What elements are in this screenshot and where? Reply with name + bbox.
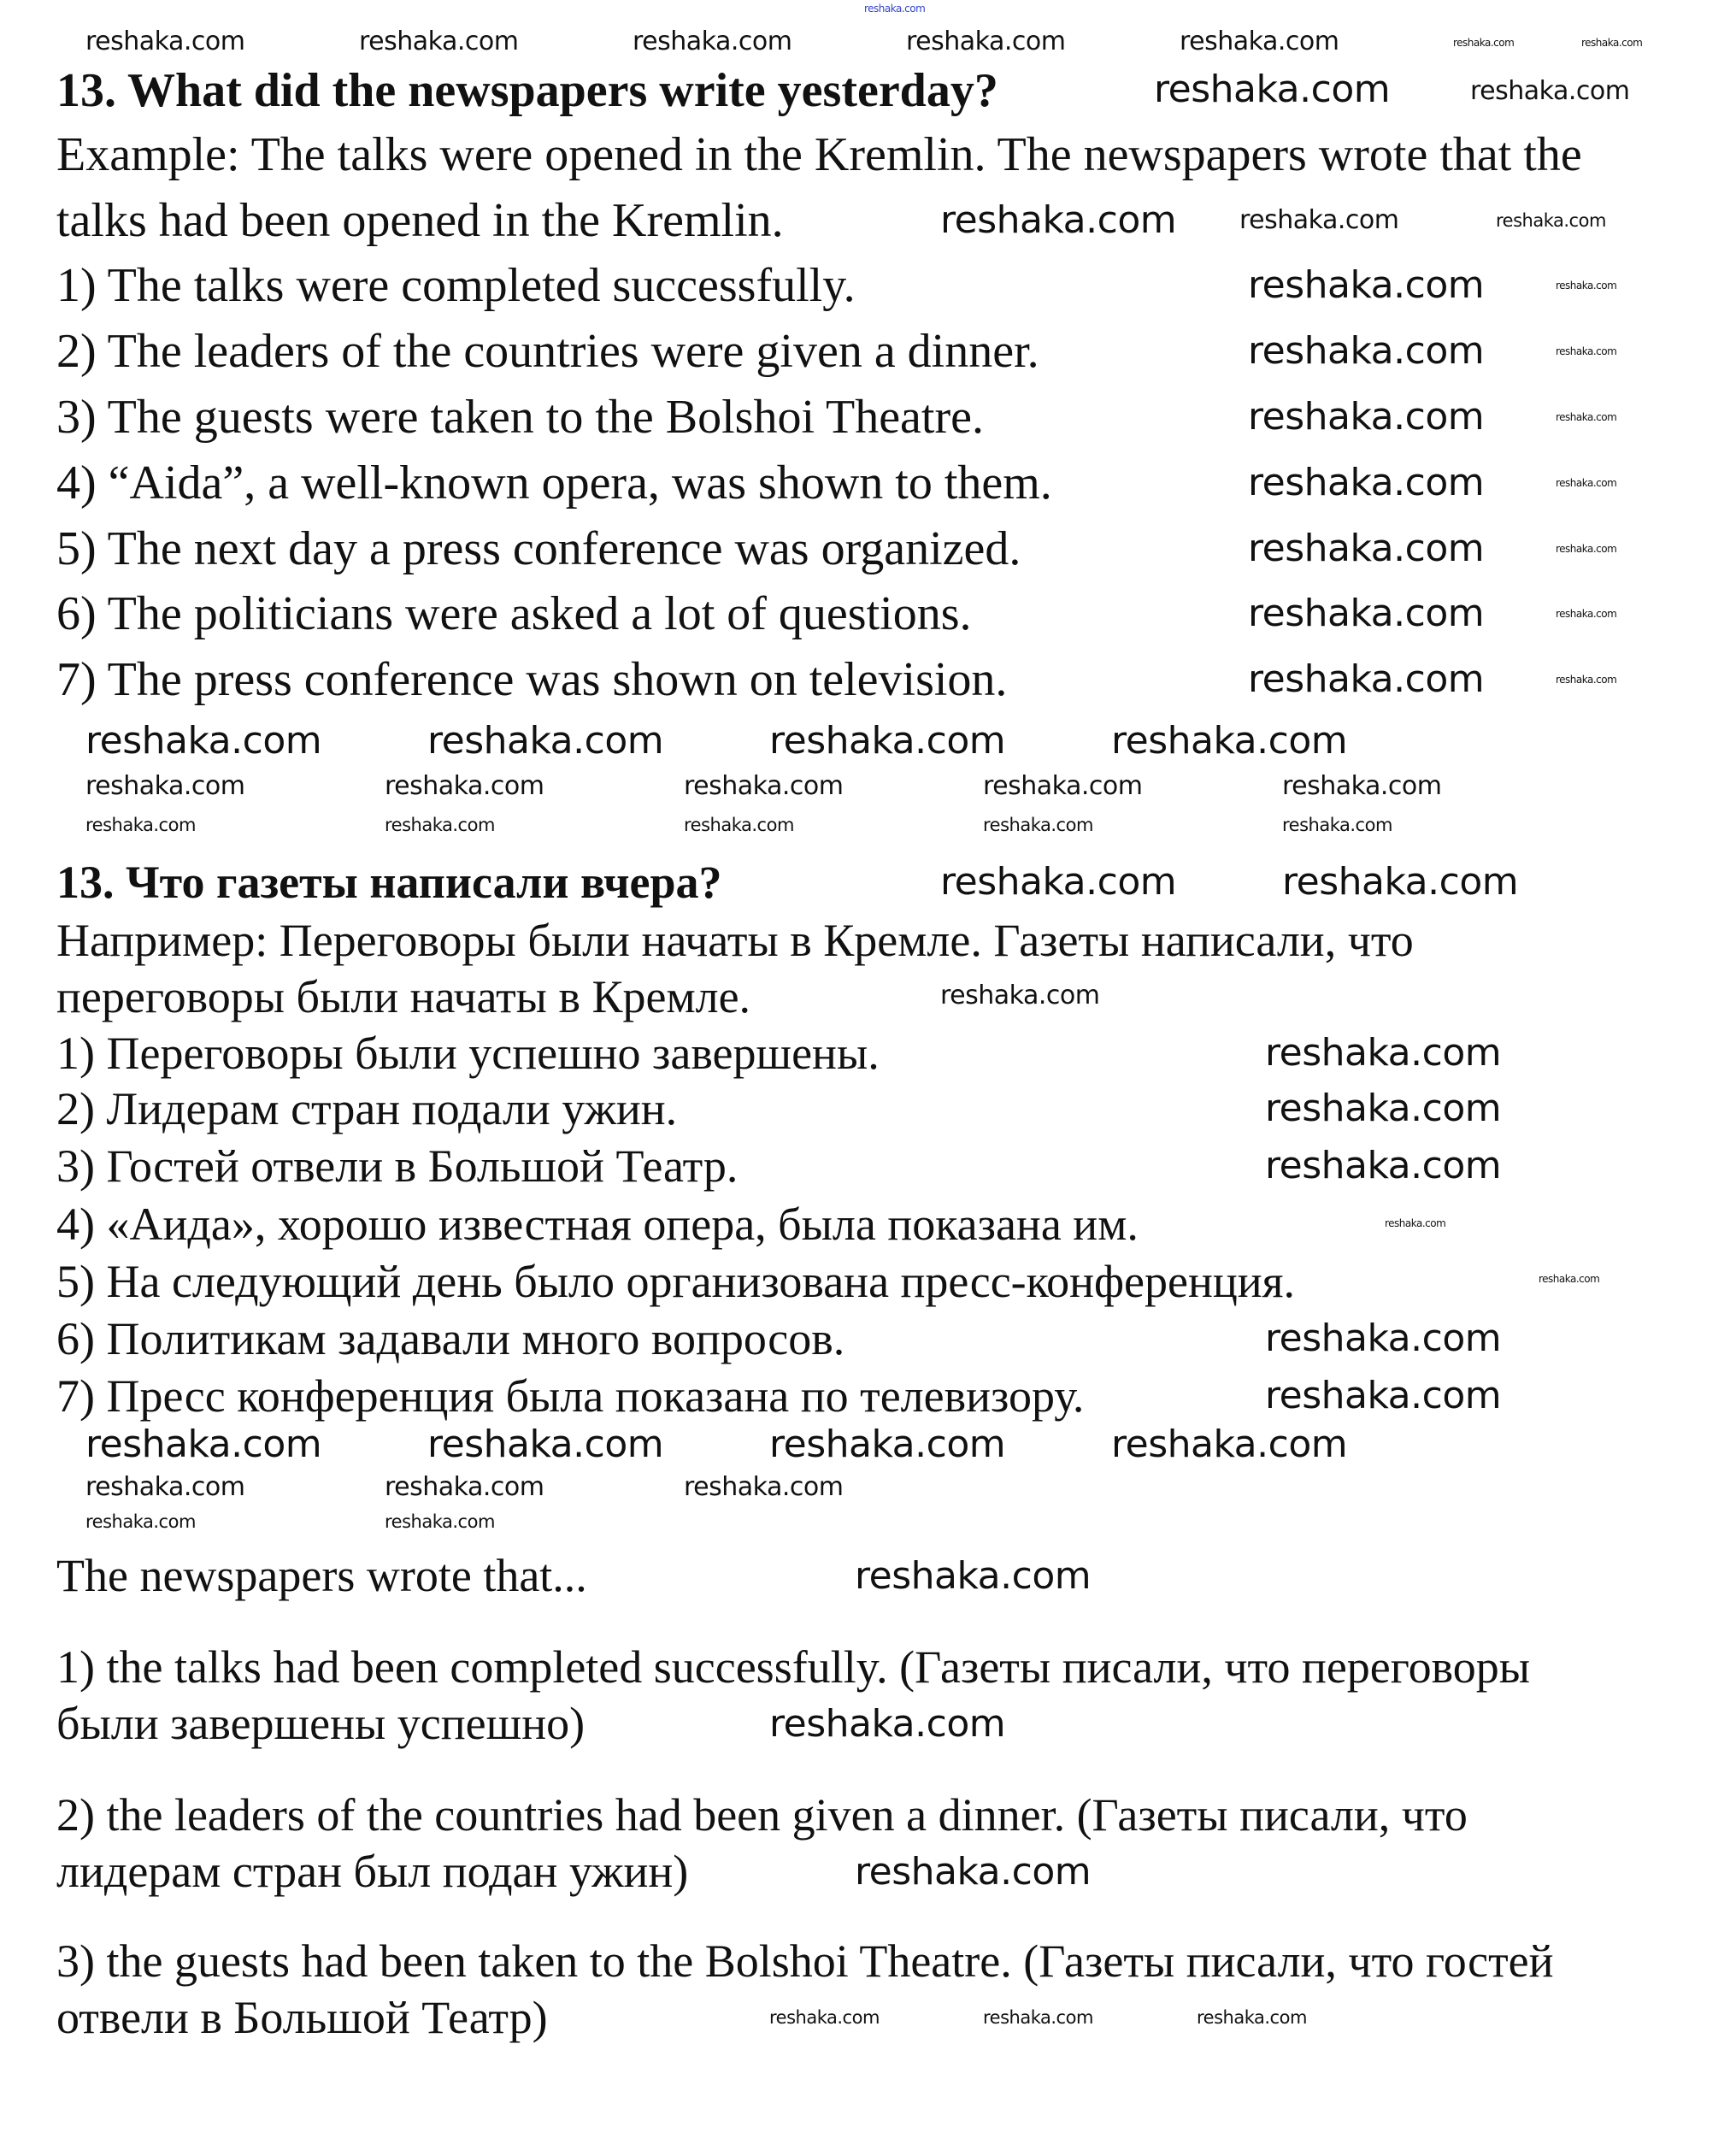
watermark-text: reshaka.com	[1282, 860, 1519, 904]
watermark-text: reshaka.com	[855, 1850, 1092, 1894]
watermark-text: reshaka.com	[769, 719, 1006, 763]
russian-item-4: 4) «Аида», хорошо известная опера, была показана им.	[56, 1199, 1139, 1250]
watermark-text: reshaka.com	[85, 1511, 196, 1532]
watermark-text: reshaka.com	[940, 860, 1177, 904]
watermark-text: reshaka.com	[684, 1472, 844, 1502]
english-item-6: 6) The politicians were asked a lot of questions.	[56, 587, 972, 640]
watermark-text: reshaka.com	[1556, 674, 1617, 686]
watermark-text: reshaka.com	[684, 815, 794, 835]
answer-line: были завершены успешно)	[56, 1698, 586, 1749]
english-exercise-title: 13. What did the newspapers write yesterday?	[56, 64, 998, 117]
watermark-text: reshaka.com	[1556, 608, 1617, 620]
watermark-text: reshaka.com	[769, 1423, 1006, 1466]
watermark-text: reshaka.com	[1239, 205, 1399, 235]
answers-intro: The newspapers wrote that...	[56, 1550, 587, 1601]
watermark-text: reshaka.com	[940, 198, 1177, 242]
watermark-text: reshaka.com	[1282, 771, 1442, 801]
russian-example-line-2: переговоры были начаты в Кремле.	[56, 971, 751, 1022]
watermark-text: reshaka.com	[1265, 1374, 1502, 1417]
watermark-text: reshaka.com	[684, 771, 844, 801]
watermark-text: reshaka.com	[1111, 1423, 1348, 1466]
watermark-text: reshaka.com	[1265, 1031, 1502, 1075]
watermark-text: reshaka.com	[1556, 477, 1617, 489]
watermark-text: reshaka.com	[769, 1702, 1006, 1746]
watermark-text: reshaka.com	[983, 2007, 1093, 2028]
watermark-text: reshaka.com	[1496, 210, 1606, 231]
watermark-text: reshaka.com	[385, 1511, 495, 1532]
russian-item-2: 2) Лидерам стран подали ужин.	[56, 1083, 678, 1134]
answer-line: лидерам стран был подан ужин)	[56, 1846, 689, 1897]
watermark-text: reshaka.com	[864, 3, 926, 15]
watermark-text: reshaka.com	[1581, 37, 1643, 49]
watermark-text: reshaka.com	[85, 1472, 245, 1502]
english-item-1: 1) The talks were completed successfully.	[56, 259, 856, 312]
watermark-text: reshaka.com	[359, 27, 519, 56]
russian-item-7: 7) Пресс конференция была показана по телевизору.	[56, 1370, 1085, 1422]
watermark-text: reshaka.com	[1248, 657, 1485, 701]
watermark-text: reshaka.com	[1265, 1144, 1502, 1187]
english-item-2: 2) The leaders of the countries were given a dinner.	[56, 325, 1039, 378]
watermark-text: reshaka.com	[1265, 1317, 1502, 1360]
watermark-text: reshaka.com	[855, 1554, 1092, 1598]
watermark-text: reshaka.com	[1111, 719, 1348, 763]
watermark-text: reshaka.com	[983, 771, 1143, 801]
watermark-text: reshaka.com	[983, 815, 1093, 835]
english-item-7: 7) The press conference was shown on television.	[56, 653, 1008, 706]
watermark-text: reshaka.com	[1539, 1273, 1600, 1285]
watermark-text: reshaka.com	[1470, 76, 1630, 106]
watermark-text: reshaka.com	[1248, 329, 1485, 373]
english-item-3: 3) The guests were taken to the Bolshoi Theatre.	[56, 391, 984, 444]
watermark-text: reshaka.com	[1453, 37, 1515, 49]
watermark-text: reshaka.com	[1154, 68, 1391, 111]
watermark-text: reshaka.com	[427, 1423, 664, 1466]
russian-item-6: 6) Политикам задавали много вопросов.	[56, 1313, 845, 1364]
russian-item-3: 3) Гостей отвели в Большой Театр.	[56, 1140, 739, 1192]
watermark-text: reshaka.com	[1556, 411, 1617, 423]
watermark-text: reshaka.com	[385, 1472, 544, 1502]
answer-line: отвели в Большой Театр)	[56, 1992, 548, 2043]
english-item-4: 4) “Aida”, a well-known opera, was shown to them.	[56, 457, 1052, 510]
watermark-text: reshaka.com	[1248, 592, 1485, 635]
watermark-text: reshaka.com	[427, 719, 664, 763]
russian-item-5: 5) На следующий день было организована пресс-конференция.	[56, 1256, 1296, 1307]
watermark-text: reshaka.com	[1197, 2007, 1307, 2028]
watermark-text: reshaka.com	[940, 981, 1100, 1010]
english-item-5: 5) The next day a press conference was organized.	[56, 522, 1021, 575]
russian-item-1: 1) Переговоры были успешно завершены.	[56, 1028, 880, 1079]
watermark-text: reshaka.com	[769, 2007, 880, 2028]
watermark-text: reshaka.com	[1248, 263, 1485, 307]
watermark-text: reshaka.com	[85, 771, 245, 801]
watermark-text: reshaka.com	[385, 771, 544, 801]
answer-line: 1) the talks had been completed successfully. (Газеты писали, что переговоры	[56, 1641, 1530, 1693]
watermark-text: reshaka.com	[633, 27, 792, 56]
english-example-line-1: Example: The talks were opened in the Kremlin. The newspapers wrote that the	[56, 128, 1582, 181]
answer-line: 3) the guests had been taken to the Bolshoi Theatre. (Газеты писали, что гостей	[56, 1935, 1554, 1987]
watermark-text: reshaka.com	[85, 815, 196, 835]
watermark-text: reshaka.com	[1282, 815, 1392, 835]
watermark-text: reshaka.com	[85, 27, 245, 56]
watermark-text: reshaka.com	[1556, 543, 1617, 555]
watermark-text: reshaka.com	[85, 1423, 322, 1466]
watermark-text: reshaka.com	[1385, 1217, 1446, 1229]
russian-example-line-1: Например: Переговоры были начаты в Кремле. Газеты написали, что	[56, 915, 1414, 966]
watermark-text: reshaka.com	[906, 27, 1066, 56]
watermark-text: reshaka.com	[1265, 1087, 1502, 1130]
watermark-text: reshaka.com	[1248, 461, 1485, 504]
watermark-text: reshaka.com	[385, 815, 495, 835]
russian-exercise-title: 13. Что газеты написали вчера?	[56, 857, 722, 908]
watermark-text: reshaka.com	[1556, 280, 1617, 292]
english-example-line-2: talks had been opened in the Kremlin.	[56, 194, 784, 247]
watermark-text: reshaka.com	[1556, 345, 1617, 357]
watermark-text: reshaka.com	[85, 719, 322, 763]
answer-line: 2) the leaders of the countries had been given a dinner. (Газеты писали, что	[56, 1789, 1468, 1841]
watermark-text: reshaka.com	[1180, 27, 1339, 56]
watermark-text: reshaka.com	[1248, 395, 1485, 439]
watermark-text: reshaka.com	[1248, 527, 1485, 570]
